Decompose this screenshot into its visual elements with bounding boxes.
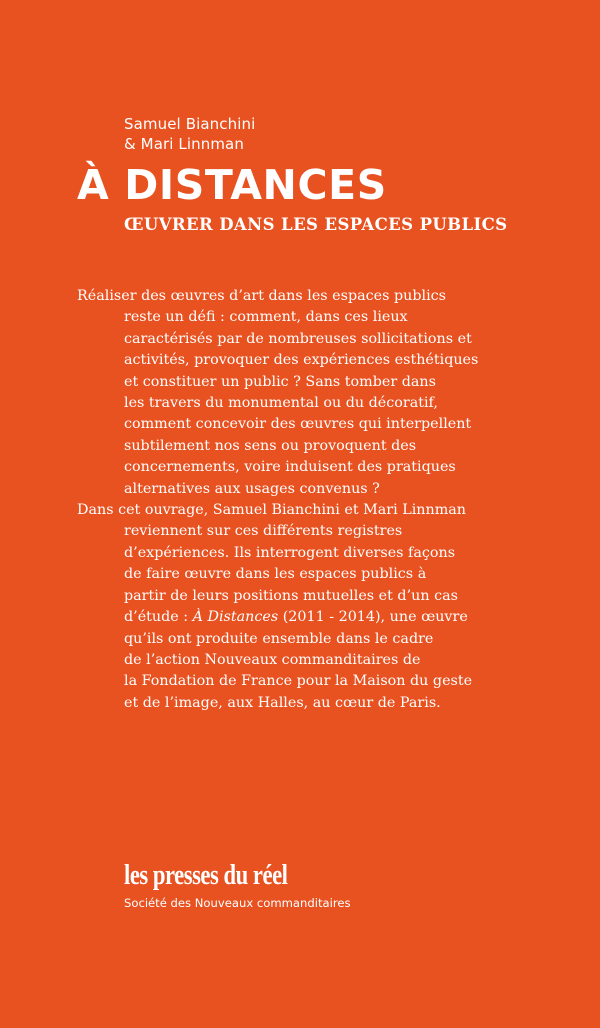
blurb-line: la Fondation de France pour la Maison du geste	[124, 673, 473, 690]
blurb-paragraph-2	[77, 500, 537, 714]
author-1: Samuel Bianchini	[124, 115, 256, 133]
blurb-text: d’étude :	[124, 609, 193, 626]
blurb-line: Dans cet ouvrage, Samuel Bianchini et Mari Linnman	[77, 502, 467, 519]
publisher-block	[124, 858, 351, 910]
blurb-line: subtilement nos sens ou provoquent des	[124, 437, 417, 454]
blurb-line: caractérisés par de nombreuses sollicitations et	[124, 330, 472, 347]
authors	[124, 114, 255, 154]
work-title-italic: À Distances	[192, 609, 279, 626]
blurb-line: de l’action Nouveaux commanditaires de	[124, 651, 421, 668]
blurb-line: et constituer un public ? Sans tomber dans	[124, 373, 436, 390]
blurb-line: d’expériences. Ils interrogent diverses façons	[124, 544, 456, 561]
blurb-line: partir de leurs positions mutuelles et d’un cas	[124, 587, 458, 604]
blurb-line: alternatives aux usages convenus ?	[124, 480, 380, 497]
blurb-line: comment concevoir des œuvres qui interpellent	[124, 416, 472, 433]
publisher-series: Société des Nouveaux commanditaires	[124, 896, 351, 910]
blurb-line: concernements, voire induisent des pratiques	[124, 459, 456, 476]
blurb-paragraph-1	[77, 286, 537, 500]
book-title: À DISTANCES	[77, 161, 387, 209]
blurb-line: Réaliser des œuvres d’art dans les espaces publics	[77, 288, 447, 304]
blurb	[77, 286, 537, 714]
blurb-line-with-title	[77, 607, 537, 628]
blurb-line: activités, provoquer des expériences esthétiques	[124, 352, 479, 369]
blurb-line: reste un défi : comment, dans ces lieux	[124, 309, 408, 326]
blurb-line: les travers du monumental ou du décoratif,	[124, 395, 438, 412]
blurb-line: de faire œuvre dans les espaces publics à	[124, 566, 427, 583]
author-2: & Mari Linnman	[124, 135, 244, 153]
blurb-line: reviennent sur ces différents registres	[124, 523, 403, 540]
blurb-line: et de l’image, aux Halles, au cœur de Paris.	[124, 694, 441, 711]
blurb-line: qu’ils ont produite ensemble dans le cadre	[124, 630, 434, 647]
publisher-logo: les presses du réel	[124, 859, 288, 891]
blurb-text: (2011 - 2014), une œuvre	[278, 609, 468, 626]
book-subtitle: ŒUVRER DANS LES ESPACES PUBLICS	[124, 215, 508, 234]
